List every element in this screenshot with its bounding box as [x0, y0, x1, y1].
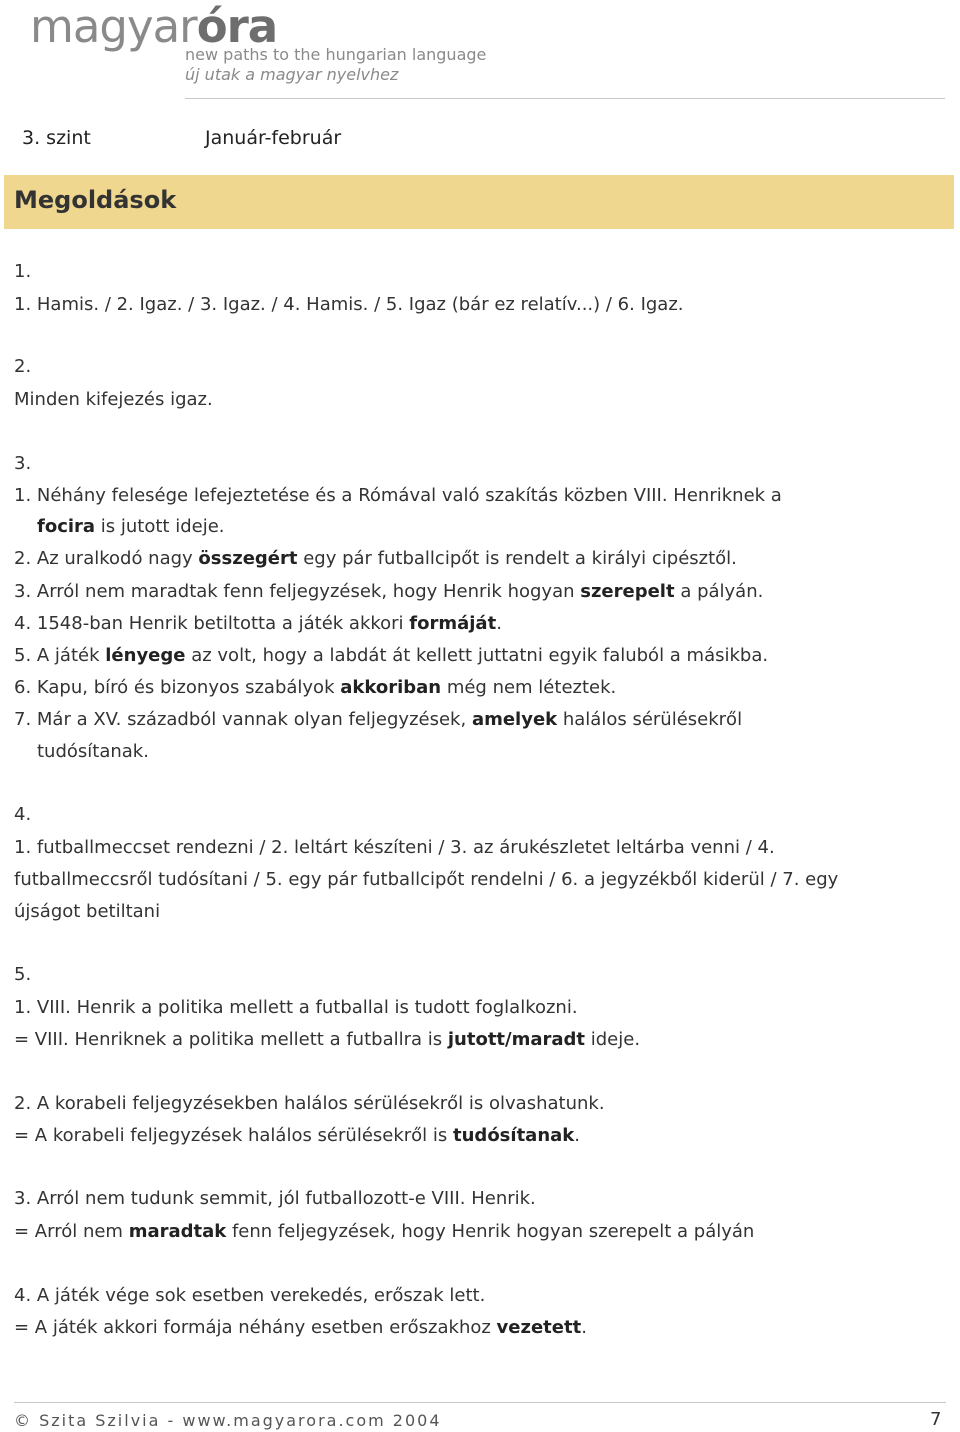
text-span: halálos sérülésekről [557, 709, 743, 730]
page-title: Megoldások [14, 186, 177, 214]
section-3-item-5 [14, 647, 768, 665]
text-span: 7. Már a XV. századból vannak olyan feljegyzések, [14, 709, 472, 730]
section-2-answers: Minden kifejezés igaz. [14, 389, 213, 410]
bold-word: vezetett [496, 1317, 582, 1338]
bold-word: focira [37, 516, 96, 537]
section-1-answers: 1. Hamis. / 2. Igaz. / 3. Igaz. / 4. Hamis. / 5. Igaz (bár ez relatív...) / 6. Igaz. [14, 294, 684, 315]
section-3-item-1-cont [37, 518, 225, 536]
period-label: Január-február [205, 127, 342, 149]
solutions-banner [4, 175, 954, 229]
section-5-pair-2-rewrite [14, 1127, 580, 1145]
section-5-pair-3-rewrite [14, 1223, 754, 1241]
text-span: 3. Arról nem maradtak fenn feljegyzések, hogy Henrik hogyan [14, 581, 581, 602]
section-3-item-4 [14, 615, 502, 633]
section-5-pair-3-original: 3. Arról nem tudunk semmit, jól futballozott-e VIII. Henrik. [14, 1188, 536, 1209]
footer-copyright: © Szita Szilvia - www.magyarora.com 2004 [14, 1411, 442, 1430]
section-5-number: 5. [14, 964, 32, 985]
text-span: az volt, hogy a labdát át kellett juttatni egyik faluból a másikba. [185, 645, 769, 666]
footer-divider [14, 1402, 946, 1403]
text-span: fenn feljegyzések, hogy Henrik hogyan szerepelt a pályán [226, 1221, 755, 1242]
bold-word: összegért [198, 548, 298, 569]
logo-word-start: magyar [30, 0, 197, 53]
section-5-pair-1-rewrite [14, 1031, 640, 1049]
bold-word: szerepelt [580, 581, 675, 602]
logo-tagline-en: new paths to the hungarian language [185, 45, 487, 64]
section-4-line-2: futballmeccsről tudósítani / 5. egy pár futballcipőt rendelni / 6. a jegyzékből kiderül / 7. egy [14, 869, 839, 890]
text-span: = A játék akkori formája néhány esetben erőszakhoz [14, 1317, 497, 1338]
section-5-pair-4-original: 4. A játék vége sok esetben verekedés, erőszak lett. [14, 1285, 486, 1306]
section-3-item-3 [14, 583, 763, 601]
text-span: is jutott ideje. [95, 516, 225, 537]
section-5-pair-4-rewrite [14, 1319, 587, 1337]
section-2-number: 2. [14, 356, 32, 377]
text-span: . [496, 613, 502, 634]
logo-word-end: óra [196, 0, 278, 53]
bold-word: amelyek [471, 709, 558, 730]
text-span: 2. Az uralkodó nagy [14, 548, 199, 569]
section-1-number: 1. [14, 261, 32, 282]
level-label: 3. szint [22, 127, 91, 149]
section-4-line-3: újságot betiltani [14, 901, 161, 922]
text-span: a pályán. [674, 581, 764, 602]
section-4-line-1: 1. futballmeccset rendezni / 2. leltárt készíteni / 3. az árukészletet leltárba venni / 4. [14, 837, 775, 858]
bold-word: jutott/maradt [447, 1029, 586, 1050]
section-4-number: 4. [14, 804, 32, 825]
text-span: ideje. [585, 1029, 641, 1050]
bold-word: akkoriban [340, 677, 442, 698]
bold-word: tudósítanak [453, 1125, 575, 1146]
bold-word: formáját [409, 613, 497, 634]
section-3-item-1: 1. Néhány felesége lefejeztetése és a Rómával való szakítás közben VIII. Henriknek a [14, 485, 782, 506]
section-5-pair-1-original: 1. VIII. Henrik a politika mellett a futballal is tudott foglalkozni. [14, 997, 578, 1018]
text-span: = A korabeli feljegyzések halálos sérülésekről is [14, 1125, 454, 1146]
section-3-item-7 [14, 711, 742, 729]
section-3-item-2 [14, 550, 737, 568]
section-3-number: 3. [14, 453, 32, 474]
logo-tagline-hu: új utak a magyar nyelvhez [185, 65, 399, 84]
text-span: 6. Kapu, bíró és bizonyos szabályok [14, 677, 341, 698]
text-span: egy pár futballcipőt is rendelt a királyi cipésztől. [297, 548, 737, 569]
text-span: 5. A játék [14, 645, 106, 666]
page-number: 7 [930, 1409, 942, 1430]
text-span: . [581, 1317, 587, 1338]
section-3-item-7-cont: tudósítanak. [37, 741, 149, 762]
header-divider [185, 98, 945, 99]
bold-word: lényege [105, 645, 186, 666]
text-span: . [574, 1125, 580, 1146]
section-3-item-6 [14, 679, 616, 697]
section-5-pair-2-original: 2. A korabeli feljegyzésekben halálos sérülésekről is olvashatunk. [14, 1093, 605, 1114]
text-span: 4. 1548-ban Henrik betiltotta a játék akkori [14, 613, 410, 634]
text-span: még nem léteztek. [441, 677, 617, 698]
bold-word: maradtak [128, 1221, 227, 1242]
text-span: = VIII. Henriknek a politika mellett a futballra is [14, 1029, 448, 1050]
text-span: = Arról nem [14, 1221, 129, 1242]
